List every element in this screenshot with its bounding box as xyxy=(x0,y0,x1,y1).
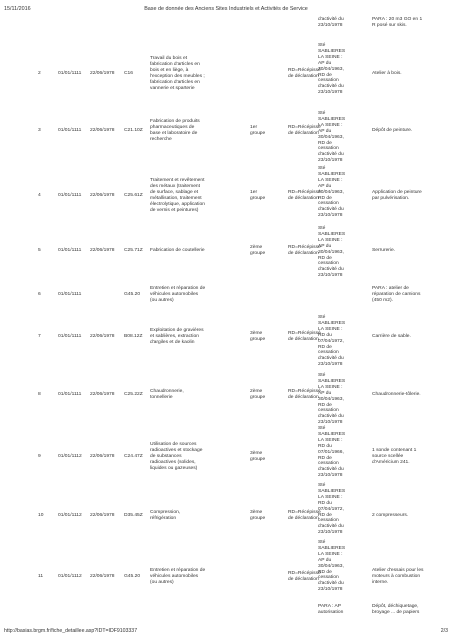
observation: Dépôt de peinture. xyxy=(372,128,413,134)
operator-info: Sté SABLIERES LA SEINE : RD du 07/04/1972, RD de cessation d'activité du 23/10/1978 xyxy=(318,483,346,536)
date-start: 01/01/1111 xyxy=(58,292,82,298)
observation: Carrière de sable. xyxy=(372,334,411,340)
prev-row-ste-tail: d'activité du 23/10/1978 xyxy=(318,17,344,28)
date-start: 01/01/1111 xyxy=(58,71,82,77)
activity-code: C21.10Z xyxy=(124,128,143,134)
icpe-group: 1er groupe xyxy=(250,125,266,136)
operator-info: Sté SABLIERES LA SEINE : AP du 30/04/1963, RD de cessation d'activité du 23/10/1978 xyxy=(318,540,346,593)
date-end: 22/06/1978 xyxy=(90,392,115,398)
icpe-group: 2ème groupe xyxy=(250,245,266,256)
next-row-observation: Dépôt, déchiquetage, broyage ... de papiers xyxy=(372,604,420,615)
source-url[interactable]: http://basias.brgm.fr/fiche_detaillee.asp?IDT=IDF9103337 xyxy=(4,628,138,634)
activity-label: Travail du bois et fabrication d'articles en bois et en liège, à l'exception des meubles ; fabrication d'articles en vannerie et sparterie xyxy=(150,56,205,91)
activity-code: C24.47Z xyxy=(124,454,143,460)
observation: Serrurerie. xyxy=(372,248,396,254)
observation: 2 compresseurs. xyxy=(372,513,409,519)
date-end: 22/06/1978 xyxy=(90,454,115,460)
regime: RD=Récépissé de déclaration xyxy=(288,331,321,342)
date-start: 01/01/1111 xyxy=(58,392,82,398)
row-number: 6 xyxy=(38,292,41,298)
regime: RD=Récépissé de déclaration xyxy=(288,245,321,256)
row-number: 9 xyxy=(38,454,41,460)
row-number: 10 xyxy=(38,513,44,519)
date-end: 22/06/1978 xyxy=(90,128,115,134)
regime: RD=Récépissé de déclaration xyxy=(288,125,321,136)
row-number: 3 xyxy=(38,128,41,134)
date-end: 22/06/1978 xyxy=(90,193,115,199)
activity-code: C25.71Z xyxy=(124,248,143,254)
prev-row-observation: PARA : 20 m3 GO en 1 R posé sur skis. xyxy=(372,17,423,28)
operator-info: Sté SABLIERES LA SEINE : AP du 30/04/1963, RD de cessation d'activité du 23/10/1978 xyxy=(318,111,346,164)
row-number: 7 xyxy=(38,334,41,340)
page-title: Base de donnée des Anciens Sites Industriels et Activités de Service xyxy=(144,6,308,12)
page-number: 2/3 xyxy=(440,628,448,634)
activity-code: G45.20 xyxy=(124,574,141,580)
activity-label: Traitement et revêtement des métaux (traitement de surface, sablage et métallisation, traitement électrolytique, application de vernis et peintures) xyxy=(150,178,205,213)
operator-info: Sté SABLIERES LA SEINE : RD du 07/01/1966, RD de cessation d'activité du 23/10/1978 xyxy=(318,426,346,479)
activity-code: C16 xyxy=(124,71,133,77)
date-start: 01/01/1111 xyxy=(58,248,82,254)
date-start: 01/01/1111 xyxy=(58,193,82,199)
next-row-ste: PARA : AP autorisation xyxy=(318,604,344,615)
regime: RD=Récépissé de déclaration xyxy=(288,389,321,400)
activity-label: Utilisation de sources radioactives et stockage de substances radioactives (solides, liquides ou gazeuses) xyxy=(150,442,203,471)
print-date: 15/11/2016 xyxy=(4,6,31,12)
row-number: 5 xyxy=(38,248,41,254)
date-end: 22/06/1978 xyxy=(90,574,115,580)
row-number: 2 xyxy=(38,71,41,77)
activity-code: D35.45Z xyxy=(124,513,143,519)
activity-label: Chaudronnerie, tonnellerie xyxy=(150,389,184,400)
date-end: 22/06/1978 xyxy=(90,248,115,254)
date-start: 01/01/1111 xyxy=(58,128,82,134)
operator-info: Sté SABLIERES LA SEINE : AP du 30/04/1963, RD de cessation d'activité du 23/10/1978 xyxy=(318,166,346,219)
activity-code: C25.61Z xyxy=(124,193,143,199)
observation: Application de peinture par pulvérisation. xyxy=(372,190,422,201)
observation: Atelier à bois. xyxy=(372,71,402,77)
observation: Chaudronnerie-tôlerie. xyxy=(372,392,421,398)
regime: RD=Récépissé de déclaration xyxy=(288,571,321,582)
icpe-group: 3ème groupe xyxy=(250,331,266,342)
operator-info: Sté SABLIERES LA SEINE : AP du 30/04/1963, RD de cessation d'activité du 23/10/1978 xyxy=(318,373,346,426)
activity-label: Exploitation de gravières et sablières, extraction d'argiles et de kaolin xyxy=(150,328,204,345)
date-end: 22/06/1978 xyxy=(90,513,115,519)
icpe-group: 2ème groupe xyxy=(250,389,266,400)
activity-label: Fabrication de produits pharmaceutiques de base et laboratoire de recherche xyxy=(150,119,200,142)
row-number: 4 xyxy=(38,193,41,199)
operator-info: Sté SABLIERES LA SEINE : RD du 07/04/1972, RD de cessation d'activité du 23/10/1978 xyxy=(318,315,346,368)
date-start: 01/01/1112 xyxy=(58,454,82,460)
icpe-group: 3ème groupe xyxy=(250,451,266,462)
date-start: 01/01/1112 xyxy=(58,574,82,580)
date-start: 01/01/1111 xyxy=(58,334,82,340)
activity-code: G45.20 xyxy=(124,292,141,298)
operator-info: Sté SABLIERES LA SEINE : AP du 30/04/1963, RD de cessation d'activité du 23/10/1978 xyxy=(318,226,346,279)
regime: RD=Récépissé de déclaration xyxy=(288,510,321,521)
date-start: 01/01/1112 xyxy=(58,513,82,519)
activity-label: Fabrication de coutellerie xyxy=(150,248,205,254)
activity-code: C25.22Z xyxy=(124,392,143,398)
date-end: 22/06/1978 xyxy=(90,334,115,340)
regime: RD=Récépissé de déclaration xyxy=(288,68,321,79)
activity-label: Compression, réfrigération xyxy=(150,510,181,521)
observation: Atelier d'essais pour les moteurs à combustion interne. xyxy=(372,568,424,585)
activity-label: Entretien et réparation de véhicules automobiles (ou autres) xyxy=(150,286,206,303)
observation: 1 sonde contenant 1 source scellée d'Américium 241. xyxy=(372,448,417,465)
row-number: 8 xyxy=(38,392,41,398)
date-end: 22/06/1978 xyxy=(90,71,115,77)
regime: RD=Récépissé de déclaration xyxy=(288,190,321,201)
icpe-group: 3ème groupe xyxy=(250,510,266,521)
icpe-group: 1er groupe xyxy=(250,190,266,201)
activity-code: B08.12Z xyxy=(124,334,143,340)
observation: PARA : atelier de réparation de camions (450 m2). xyxy=(372,286,421,303)
row-number: 11 xyxy=(38,574,44,580)
activity-label: Entretien et réparation de véhicules automobiles (ou autres) xyxy=(150,568,206,585)
operator-info: Sté SABLIERES LA SEINE : AP du 30/04/1963, RD de cessation d'activité du 23/10/1978 xyxy=(318,43,346,96)
